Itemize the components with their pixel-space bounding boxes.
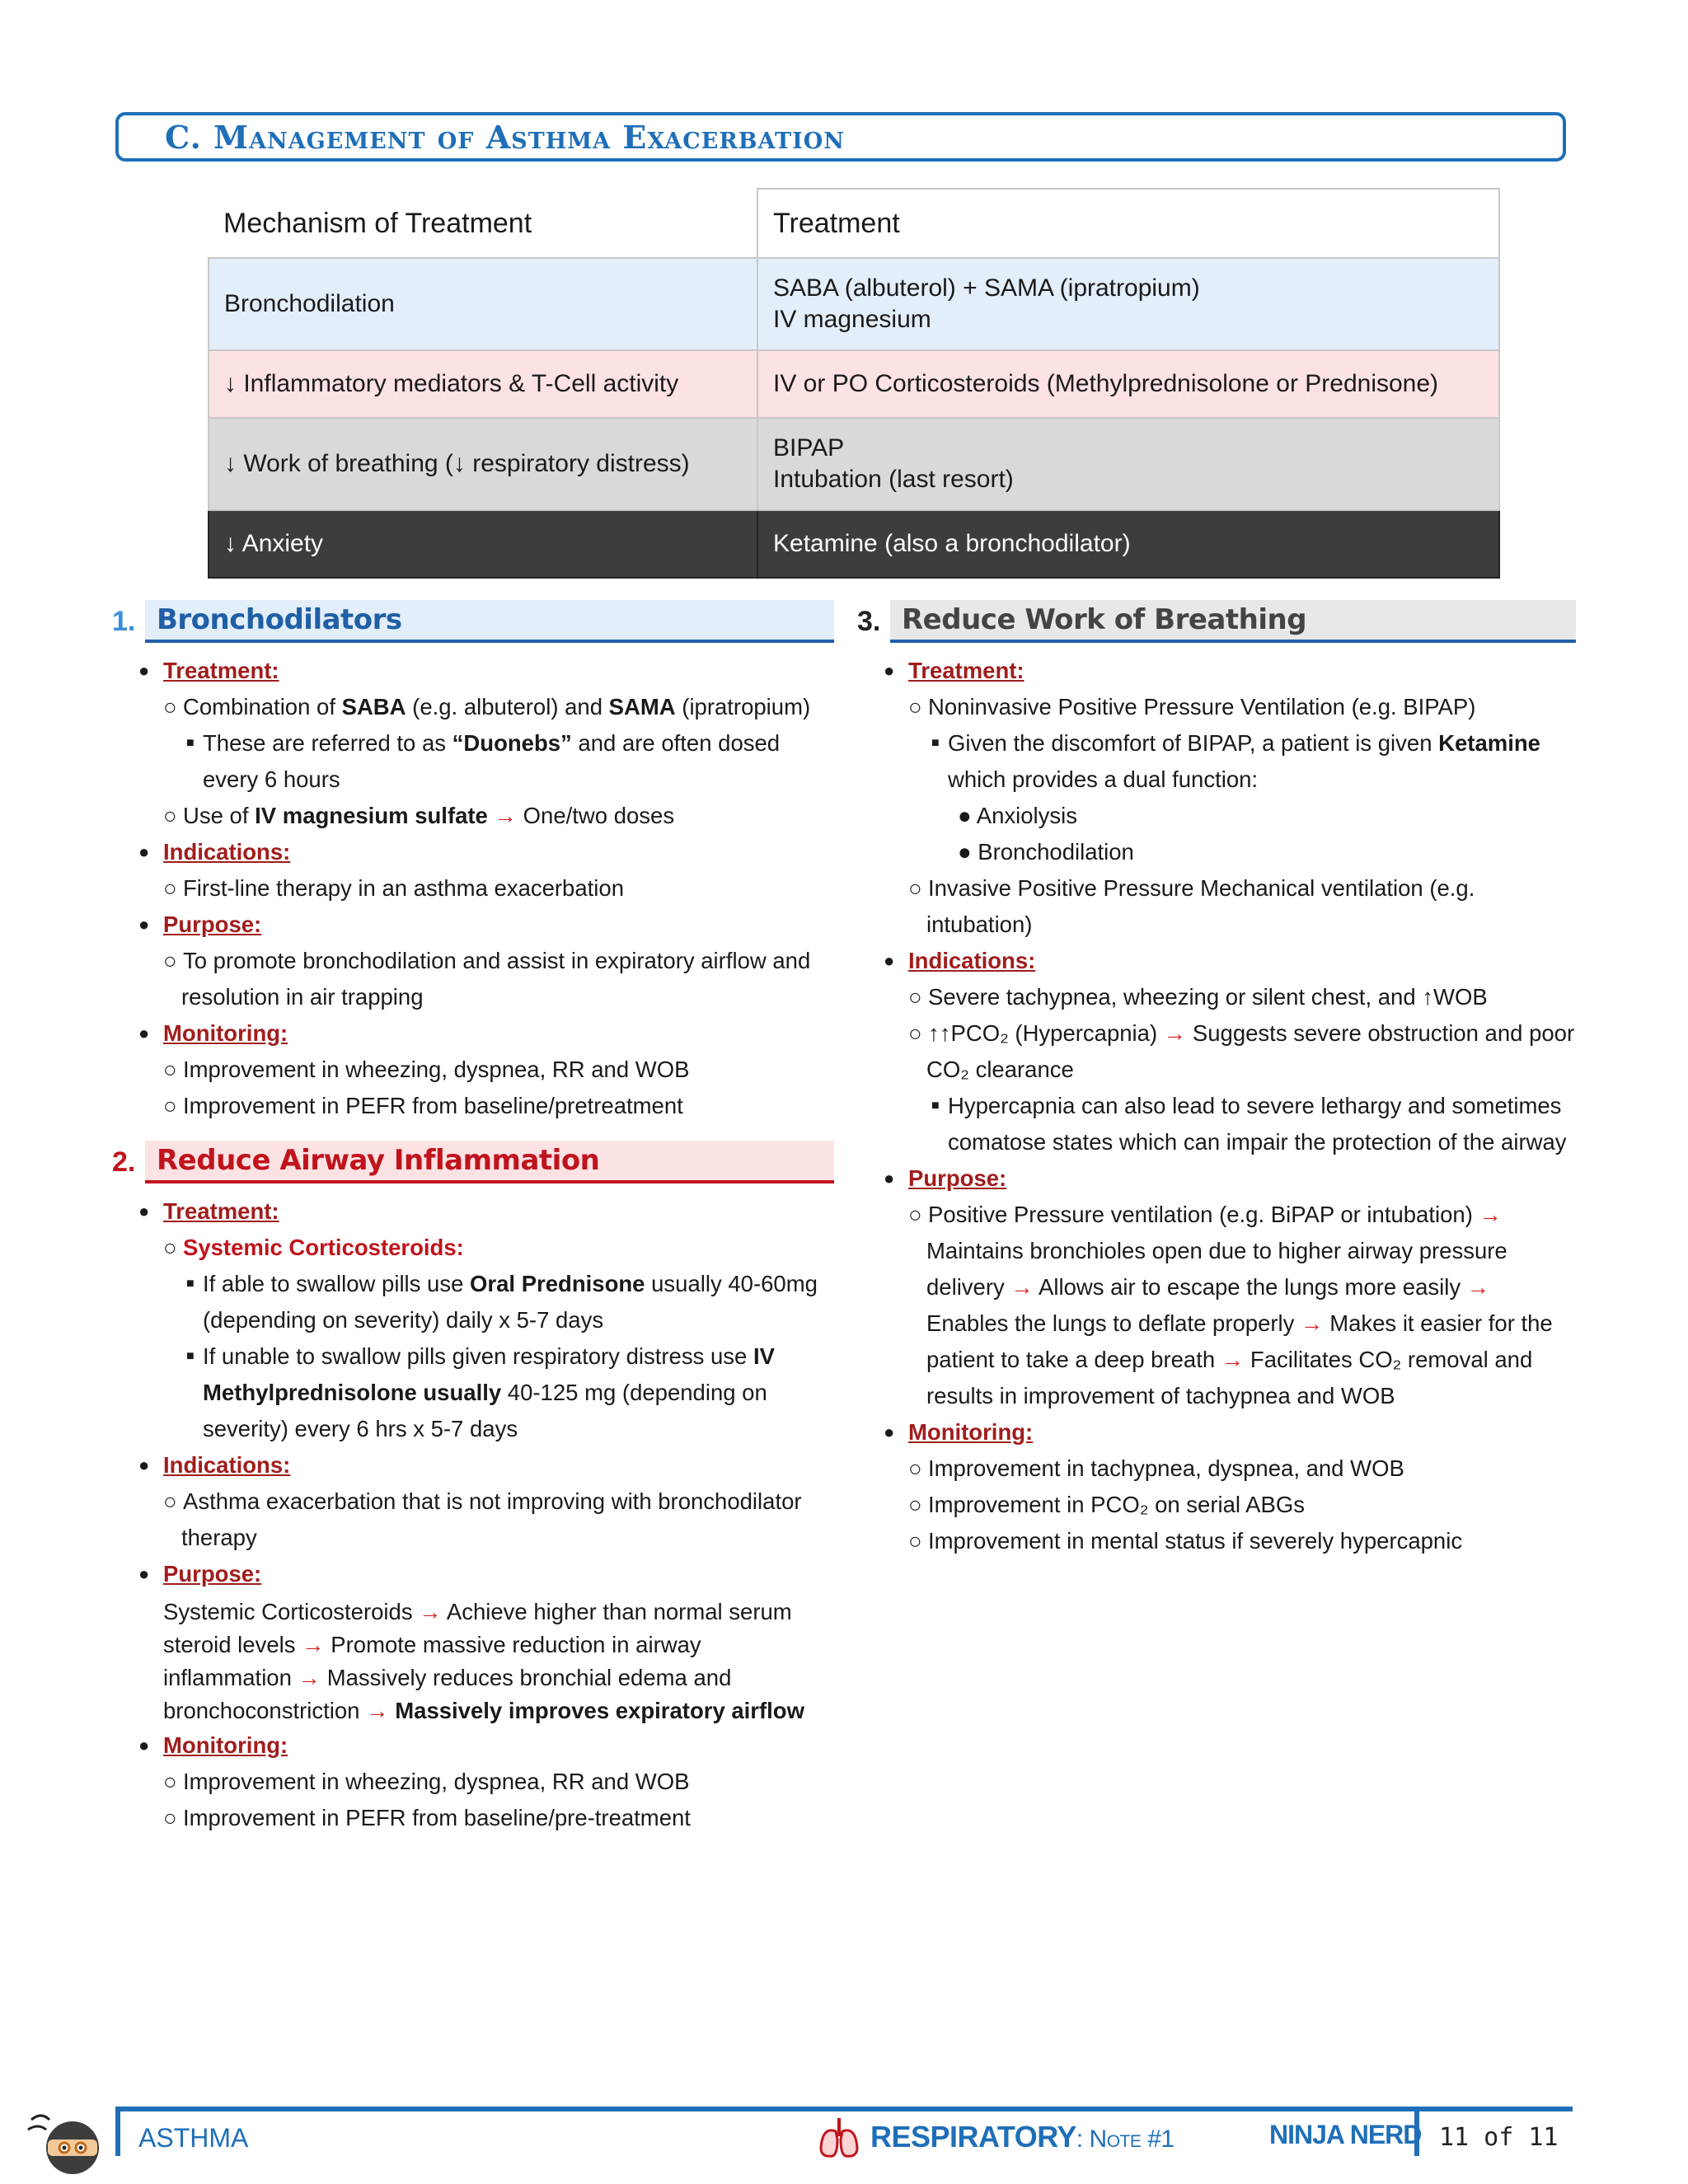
table-row <box>209 258 1499 350</box>
section-3-title: Reduce Work of Breathing <box>890 600 1576 643</box>
section-title: C. Management of Asthma Exacerbation <box>165 118 845 156</box>
table-cell-mechanism: ↓ Work of breathing (↓ respiratory distress) <box>209 418 757 510</box>
table-cell-mechanism: ↓ Anxiety <box>209 510 757 578</box>
list-item <box>112 1015 834 1052</box>
subheading: Purpose: <box>163 1561 262 1586</box>
table-row <box>209 350 1499 418</box>
list-item: ○ Improvement in mental status if severely hypercapnic <box>908 1528 1463 1554</box>
list-item: ■ These are referred to as “Duonebs” and are often dosed every 6 hours <box>186 730 781 792</box>
list-item: ○ To promote bronchodilation and assist in expiratory airflow and resolution in air trapping <box>163 948 811 1010</box>
list-item <box>112 834 834 870</box>
brand-logo: NINJA NERD <box>1269 2120 1422 2149</box>
subheading: Monitoring: <box>163 1020 288 1046</box>
section-2-heading <box>112 1141 834 1187</box>
treatment-line: Ketamine (also a bronchodilator) <box>773 530 1131 557</box>
list-item: ○ ↑↑PCO₂ (Hypercapnia) → Suggests severe obstruction and poor CO₂ clearance <box>908 1020 1575 1082</box>
subheading: Indications: <box>163 1452 291 1478</box>
list-item: ○ Improvement in tachypnea, dyspnea, and WOB <box>908 1455 1404 1481</box>
treatment-line: IV magnesium <box>773 306 931 333</box>
section-1-heading <box>112 600 834 646</box>
list-item <box>112 1447 834 1483</box>
treatment-line: SABA (albuterol) + SAMA (ipratropium) <box>773 274 1200 302</box>
list-item: ○ Improvement in PEFR from baseline/pre-treatment <box>163 1805 691 1830</box>
treatment-line: IV or PO Corticosteroids (Methylprednisolone or Prednisone) <box>773 370 1439 397</box>
list-item: ○ First-line therapy in an asthma exacerbation <box>163 875 624 901</box>
list-item: ○ Systemic Corticosteroids: <box>163 1235 464 1260</box>
list-item: ■ If able to swallow pills use Oral Prednisone usually 40-60mg (depending on severity) daily x 5-7 days <box>186 1271 818 1333</box>
table-cell-treatment <box>757 510 1499 578</box>
list-item <box>857 653 1576 689</box>
list-item <box>857 943 1576 979</box>
subheading: Treatment: <box>908 658 1025 683</box>
footer-subject: RESPIRATORY: Note #1 <box>870 2120 1175 2154</box>
subheading: Indications: <box>908 948 1036 973</box>
table-cell-mechanism: ↓ Inflammatory mediators & T-Cell activity <box>209 350 757 418</box>
paragraph: Systemic Corticosteroids → Achieve higher than normal serum steroid levels → Promote massive reduction in airway inflammation → Massively reduces bronchial edema and bronchoconstriction → Massively improves expiratory airflow <box>163 1599 804 1723</box>
list-item <box>857 1414 1576 1451</box>
list-item: ○ Noninvasive Positive Pressure Ventilation (e.g. BIPAP) <box>908 694 1476 719</box>
table-header-cell: Mechanism of Treatment <box>209 189 757 258</box>
section-header <box>115 112 1566 162</box>
footer <box>0 2107 1688 2184</box>
section-number: 2. <box>112 1146 136 1178</box>
left-column <box>112 600 834 1836</box>
section-number: 1. <box>112 606 136 637</box>
list-item: ■ If unable to swallow pills given respiratory distress use IV Methylprednisolone usually 40-125 mg (depending on severity) every 6 hrs x 5-7 days <box>186 1343 775 1441</box>
table-row <box>209 418 1499 510</box>
treatment-line: Intubation (last resort) <box>773 466 1014 493</box>
list-item: ○ Asthma exacerbation that is not improving with bronchodilator therapy <box>163 1488 802 1550</box>
list-item: ○ Improvement in PCO₂ on serial ABGs <box>908 1492 1305 1517</box>
list-item <box>112 653 834 689</box>
list-item: ○ Use of IV magnesium sulfate → One/two doses <box>163 803 675 828</box>
list-item <box>112 1727 834 1764</box>
list-item: ● Anxiolysis <box>958 803 1077 828</box>
table-header-cell: Treatment <box>757 189 1499 258</box>
right-column <box>857 600 1576 1559</box>
subheading: Purpose: <box>163 912 262 937</box>
list-item <box>112 1556 834 1592</box>
list-item <box>857 1160 1576 1197</box>
table-cell-treatment <box>757 418 1499 510</box>
subheading: Indications: <box>163 839 291 865</box>
subheading: Treatment: <box>163 658 279 683</box>
subheading: Treatment: <box>163 1198 279 1224</box>
subheading: Monitoring: <box>163 1732 288 1758</box>
table-cell-treatment <box>757 258 1499 350</box>
section-3-heading <box>857 600 1576 646</box>
table-row <box>209 510 1499 578</box>
list-item: ● Bronchodilation <box>958 839 1134 865</box>
section-1-title: Bronchodilators <box>145 600 834 643</box>
lungs-icon <box>816 2115 862 2161</box>
list-item: ○ Invasive Positive Pressure Mechanical ventilation (e.g. intubation) <box>908 875 1475 937</box>
list-item: ○ Improvement in PEFR from baseline/pretreatment <box>163 1093 683 1118</box>
list-item: ○ Severe tachypnea, wheezing or silent chest, and ↑WOB <box>908 984 1488 1010</box>
list-item: ○ Combination of SABA (e.g. albuterol) and SAMA (ipratropium) <box>163 694 811 719</box>
treatment-line: BIPAP <box>773 434 845 462</box>
treatment-table <box>208 188 1500 579</box>
subheading: Purpose: <box>908 1165 1007 1191</box>
page-number: 11 of 11 <box>1439 2123 1559 2152</box>
table-header-row <box>209 189 1499 258</box>
list-item: ○ Improvement in wheezing, dyspnea, RR and WOB <box>163 1057 690 1082</box>
ninja-mascot-icon <box>25 2107 104 2181</box>
list-item: ○ Improvement in wheezing, dyspnea, RR and WOB <box>163 1769 690 1794</box>
footer-topic: ASTHMA <box>138 2123 249 2153</box>
section-2-title: Reduce Airway Inflammation <box>145 1141 834 1183</box>
list-item <box>112 1193 834 1230</box>
table-cell-mechanism: Bronchodilation <box>209 258 757 350</box>
list-item <box>112 907 834 943</box>
subheading: Monitoring: <box>908 1419 1034 1445</box>
list-item: ■ Given the discomfort of BIPAP, a patient is given Ketamine which provides a dual function: <box>931 730 1540 792</box>
list-item: ○ Positive Pressure ventilation (e.g. BiPAP or intubation) → Maintains bronchioles open due to higher airway pressure delivery → Allows air to escape the lungs more easily → Enables the lungs to deflate properly → Makes it easier for the patient to take a deep breath → Facilitates CO₂ removal and results in improvement of tachypnea and WOB <box>908 1202 1553 1408</box>
list-item: ■ Hypercapnia can also lead to severe lethargy and sometimes comatose states which can impair the protection of the airway <box>931 1093 1567 1155</box>
section-number: 3. <box>857 606 881 637</box>
table-cell-treatment <box>757 350 1499 418</box>
